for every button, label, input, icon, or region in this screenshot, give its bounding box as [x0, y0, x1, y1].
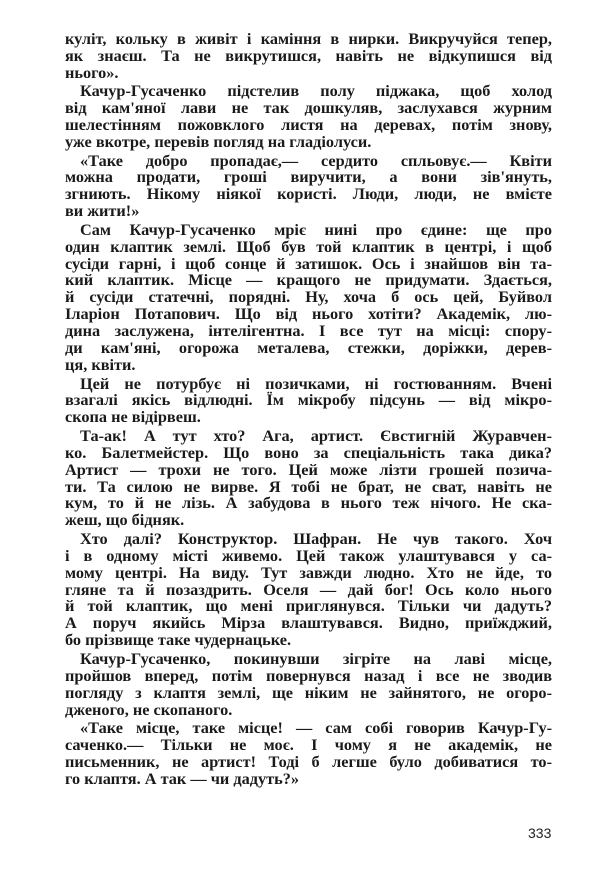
text-line: дженого, не скопаного.: [65, 699, 233, 719]
text-line: й сусіди статечні, порядні. Ну, хоча б ось цей, Буйвол: [65, 287, 552, 307]
text-line: скопа не відірвеш.: [65, 407, 201, 427]
text-line: «Таке добро пропадає,— сердито спльовує.— Квіти: [80, 150, 552, 170]
paragraph: [65, 83, 552, 151]
text-line: погляду з клаптя землі, ще ніким не зайнятого, не огоро-: [65, 682, 552, 702]
text-line: куліт, кольку в живіт і каміння в нирки. Викручуйся тепер,: [65, 29, 552, 48]
text-line: Іларіон Потапович. Що від нього хотіти? Академік, лю-: [65, 304, 552, 324]
text-line: дина заслужена, інтелігентна. І все тут на місці: спору-: [65, 321, 552, 341]
text-line: мому центрі. На виду. Тут завжди людно. Хто не йде, то: [65, 562, 552, 582]
paragraph: [65, 219, 552, 374]
text-line: ця, квіти.: [65, 355, 136, 374]
text-line: від кам'яної лави не так дошкуляв, заслухався журним: [65, 98, 552, 118]
text-line: Сам Качур-Гусаченко мріє нині про єдине: ще про: [80, 219, 552, 239]
text-line: жеш, що бідняк.: [65, 510, 185, 530]
text-line: і в одному місті живемо. Цей також улаштувався у са-: [65, 545, 552, 565]
text-line: шелестінням пожовклого листя на деревах, потім знову,: [65, 115, 552, 135]
paragraph: [65, 720, 552, 788]
text-line: письменник, не артист! Тоді б легше було добиватися то-: [65, 751, 552, 771]
text-line: «Таке місце, таке місце! — сам собі говорив Качур-Гу-: [80, 718, 552, 737]
book-page-text: [65, 31, 552, 789]
text-line: ди кам'яні, огорожа металева, стежки, доріжки, дерев-: [65, 338, 552, 358]
paragraph: [65, 425, 552, 530]
paragraph: [65, 373, 552, 427]
text-line: го клаптя. А так — чи дадуть?»: [65, 768, 299, 788]
text-line: один клаптик землі. Щоб був той клаптик в центрі, і щоб: [65, 236, 552, 256]
text-line: Та-ак! А тут хто? Ага, артист. Євстигній Журавчен-: [80, 425, 552, 445]
text-line: А поруч якийсь Мірза влаштувався. Видно, приїжджий,: [65, 613, 552, 633]
text-line: Хто далі? Конструктор. Шафран. Не чув такого. Хоч: [80, 528, 552, 548]
text-line: кум, то й не лізь. А забудова в нього теж нічого. Не ска-: [65, 493, 552, 513]
text-line: гляне та й позаздрить. Оселя — дай бог! Ось коло нього: [65, 579, 552, 599]
text-line: ти. Та силою не вирве. Я тобі не брат, не сват, навіть не: [65, 476, 552, 496]
text-line: Качур-Гусаченко підстелив полу піджака, щоб холод: [80, 81, 552, 101]
page-number: 333: [528, 825, 552, 841]
text-line: ко. Балетмейстер. Що воно за спеціальність така дика?: [65, 442, 552, 462]
text-line: пройшов вперед, потім повернувся назад і все не зводив: [65, 665, 552, 685]
text-line: Качур-Гусаченко, покинувши зігріте на лаві місце,: [80, 648, 552, 668]
text-line: взагалі якісь відлюдні. Їм мікробу підсунь — від мікро-: [65, 390, 552, 410]
paragraph: [65, 528, 552, 650]
text-line: бо прізвище таке чудернацьке.: [65, 630, 292, 650]
paragraph: [65, 31, 552, 82]
text-line: як знаєш. Та не викрутишся, навіть не відкупишся від: [65, 45, 552, 65]
text-line: Артист — трохи не того. Цей може лізти грошей позича-: [65, 459, 552, 479]
text-line: уже вкотре, перевів погляд на гладіолуси.: [65, 132, 372, 152]
paragraph: [65, 150, 552, 221]
text-line: сусіди гарні, і щоб сонце й затишок. Ось і знайшов він та-: [65, 253, 552, 273]
text-line: ви жити!»: [65, 201, 140, 221]
text-line: можна продати, гроші виручити, а вони зів'януть,: [65, 167, 552, 187]
text-line: саченко.— Тільки не моє. І чому я не академік, не: [65, 734, 552, 754]
text-line: Цей не потурбує ні позичками, ні гостюванням. Вчені: [80, 373, 552, 393]
text-line: кий клаптик. Місце — кращого не придумати. Здається,: [65, 270, 552, 290]
paragraph: [65, 648, 552, 719]
text-line: згниють. Нікому ніякої користі. Люди, люди, не вмієте: [65, 184, 552, 204]
text-line: нього».: [65, 62, 119, 82]
text-line: й той клаптик, що мені приглянувся. Тільки чи дадуть?: [65, 596, 552, 616]
